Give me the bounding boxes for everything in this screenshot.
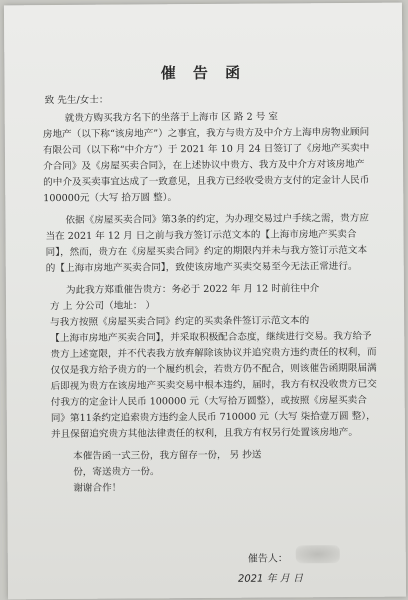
page-title: 催 告 函 — [160, 63, 247, 83]
paragraph-1-line-5: 的中介及买卖事宜达成了一致意见，且我方已经收受贵方支付的定金计人民币 — [43, 174, 370, 189]
paragraph-2-line-2: 当在 2021 年 12 月 日之前与我方签订示范文本的【上海市房地产买卖合 — [45, 228, 357, 243]
document-page — [4, 3, 406, 600]
paragraph-3-line-3: 与我方按照《房屋买卖合同》约定的买卖条件签订示范文本的 — [50, 315, 310, 329]
paragraph-2-line-4: 的【上海市房地产买卖合同】，致使该房地产买卖交易至今无法正常进行。 — [45, 260, 358, 275]
signature-redaction — [296, 545, 340, 563]
paragraph-2-line-3: 同】，然而，贵方在《房屋买卖合同》约定的期限内并未与我方签订示范文本 — [45, 244, 368, 259]
paragraph-3-line-8: 付我方的定金计人民币 100000 元（大写拾万圆整），或按照《房屋买卖合 — [50, 394, 367, 409]
paragraph-1-line-2: 房地产（以下称“该房地产”）之事宜，我方与贵方及中介方上海申房物业顾问 — [42, 126, 370, 141]
paragraph-3-line-6: 仅仅是我方给予贵方的一个履约机会，若贵方仍不配合，则该催告函期限届满 — [50, 362, 377, 377]
paragraph-4-line-3: 谢谢合作！ — [73, 482, 122, 494]
paragraph-3-line-4: 【上海市房地产买卖合同】，并采取积极配合态度，继续进行交易。我方给予 — [50, 330, 372, 345]
paragraph-3-line-7: 后即视为贵方在该房地产买卖交易中根本违约，届时，我方有权没收贵方已交 — [50, 378, 377, 393]
paragraph-1-line-3: 有限公司（以下称“中介方”）于 2021 年 10 月 24 日签订了《房地产买卖中 — [42, 142, 370, 157]
paragraph-3-line-10: 并且保留追究贵方其他法律责任的权利，且我方有权另行处置该房地产。 — [50, 426, 358, 441]
paragraph-4-line-1: 本催告函一式三份，我方留存一份， 另 抄送 — [73, 449, 262, 462]
paragraph-4-line-2: 份，寄送贵方一份。 — [73, 466, 160, 478]
paragraph-3-line-1: 为此我方郑重催告贵方：务必于 2022 年 月 12 时前往中介 — [65, 283, 320, 296]
paragraph-2-line-1: 依据《房屋买卖合同》第3条的约定，为办理交易过户手续之需，贵方应 — [65, 212, 369, 226]
paragraph-3-line-2: 方 上 分公司（地址： ） — [49, 300, 156, 313]
paragraph-3-line-9: 同》第11条约定追索贵方违约金人民币 710000 元（大写 柒拾壹万圆 整）， — [50, 410, 376, 425]
signature-date: 2021 年 月 日 — [237, 573, 303, 585]
salutation: 致 先生/女士： — [44, 94, 109, 107]
paragraph-1-line-4: 介合同》及《房屋买卖合同》，在上述协议中贵方、我方及中介方对该房地产 — [43, 158, 365, 173]
paragraph-3-line-5: 贵方上述宽限，并不代表我方放弃解除该协议并追究贵方违约责任的权利，而 — [50, 346, 377, 361]
paragraph-1-line-1: 就贵方购买我方名下的坐落于上海市 区 路 2 号 室 — [64, 111, 278, 124]
paragraph-1-line-6: 100000元（大写 拾万圆 整）。 — [43, 192, 178, 205]
signature-label: 催告人： — [247, 553, 288, 565]
